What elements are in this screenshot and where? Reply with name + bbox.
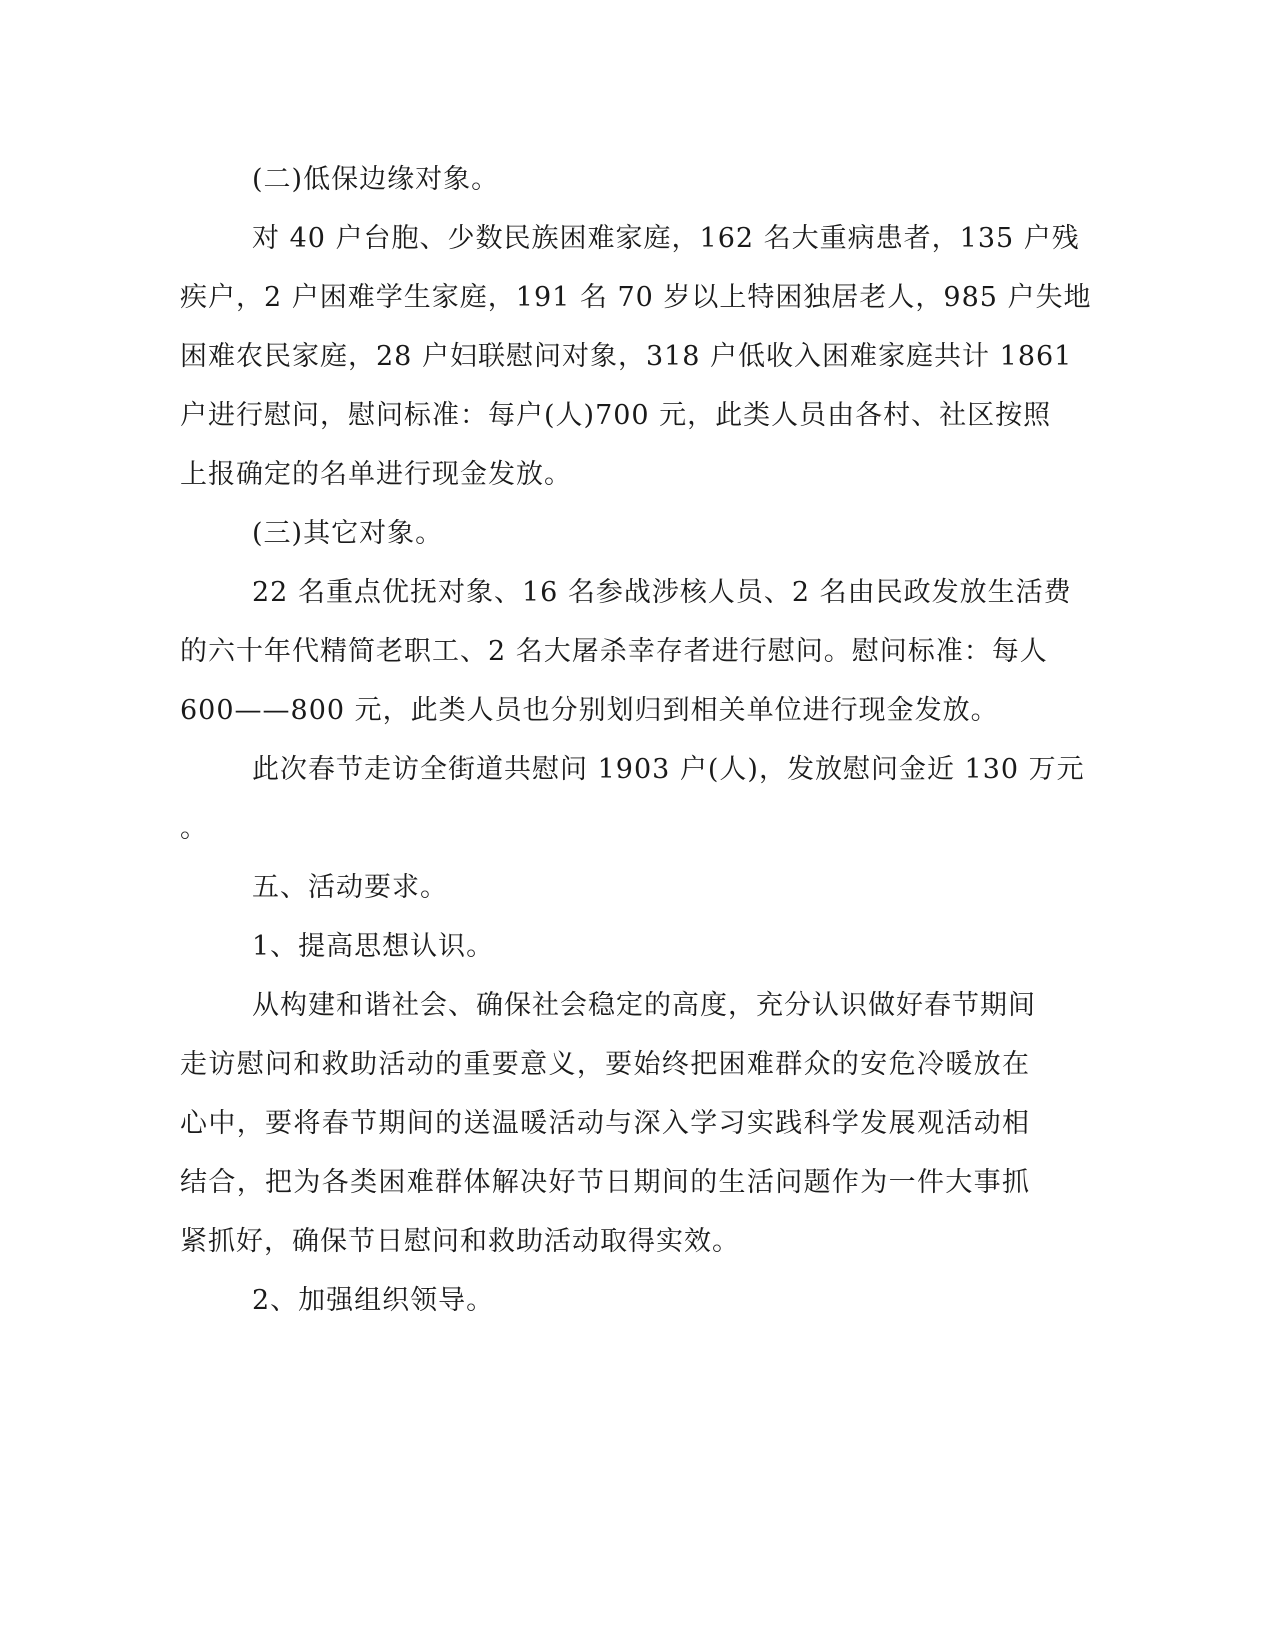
section-heading-low-income-edge: (二)低保边缘对象。 [252, 164, 500, 195]
paragraph-line: 22 名重点优抚对象、16 名参战涉核人员、2 名由民政发放生活费 [252, 577, 1072, 608]
paragraph-line: 困难农民家庭，28 户妇联慰问对象，318 户低收入困难家庭共计 1861 [180, 341, 1073, 372]
paragraph-line: 。 [180, 813, 208, 844]
paragraph-line: 心中，要将春节期间的送温暖活动与深入学习实践科学发展观活动相 [180, 1108, 1030, 1139]
subheading-leadership: 2、加强组织领导。 [252, 1285, 495, 1316]
paragraph-line: 走访慰问和救助活动的重要意义，要始终把困难群众的安危冷暖放在 [180, 1049, 1030, 1080]
paragraph-line: 上报确定的名单进行现金发放。 [180, 459, 572, 490]
paragraph-line: 紧抓好，确保节日慰问和救助活动取得实效。 [180, 1226, 740, 1257]
paragraph-line: 户进行慰问，慰问标准：每户(人)700 元，此类人员由各村、社区按照 [180, 400, 1052, 431]
paragraph-line: 从构建和谐社会、确保社会稳定的高度，充分认识做好春节期间 [252, 990, 1036, 1021]
paragraph-line: 结合，把为各类困难群体解决好节日期间的生活问题作为一件大事抓 [180, 1167, 1030, 1198]
paragraph-line: 的六十年代精简老职工、2 名大屠杀幸存者进行慰问。慰问标准：每人 [180, 636, 1048, 667]
paragraph-line: 600——800 元，此类人员也分别划归到相关单位进行现金发放。 [180, 695, 999, 726]
subheading-awareness: 1、提高思想认识。 [252, 931, 495, 962]
paragraph-line: 疾户，2 户困难学生家庭，191 名 70 岁以上特困独居老人，985 户失地 [180, 282, 1092, 313]
section-heading-requirements: 五、活动要求。 [252, 872, 448, 903]
section-heading-other: (三)其它对象。 [252, 518, 444, 549]
paragraph-line: 此次春节走访全街道共慰问 1903 户(人)，发放慰问金近 130 万元 [252, 754, 1085, 785]
paragraph-line: 对 40 户台胞、少数民族困难家庭，162 名大重病患者，135 户残 [252, 223, 1080, 254]
